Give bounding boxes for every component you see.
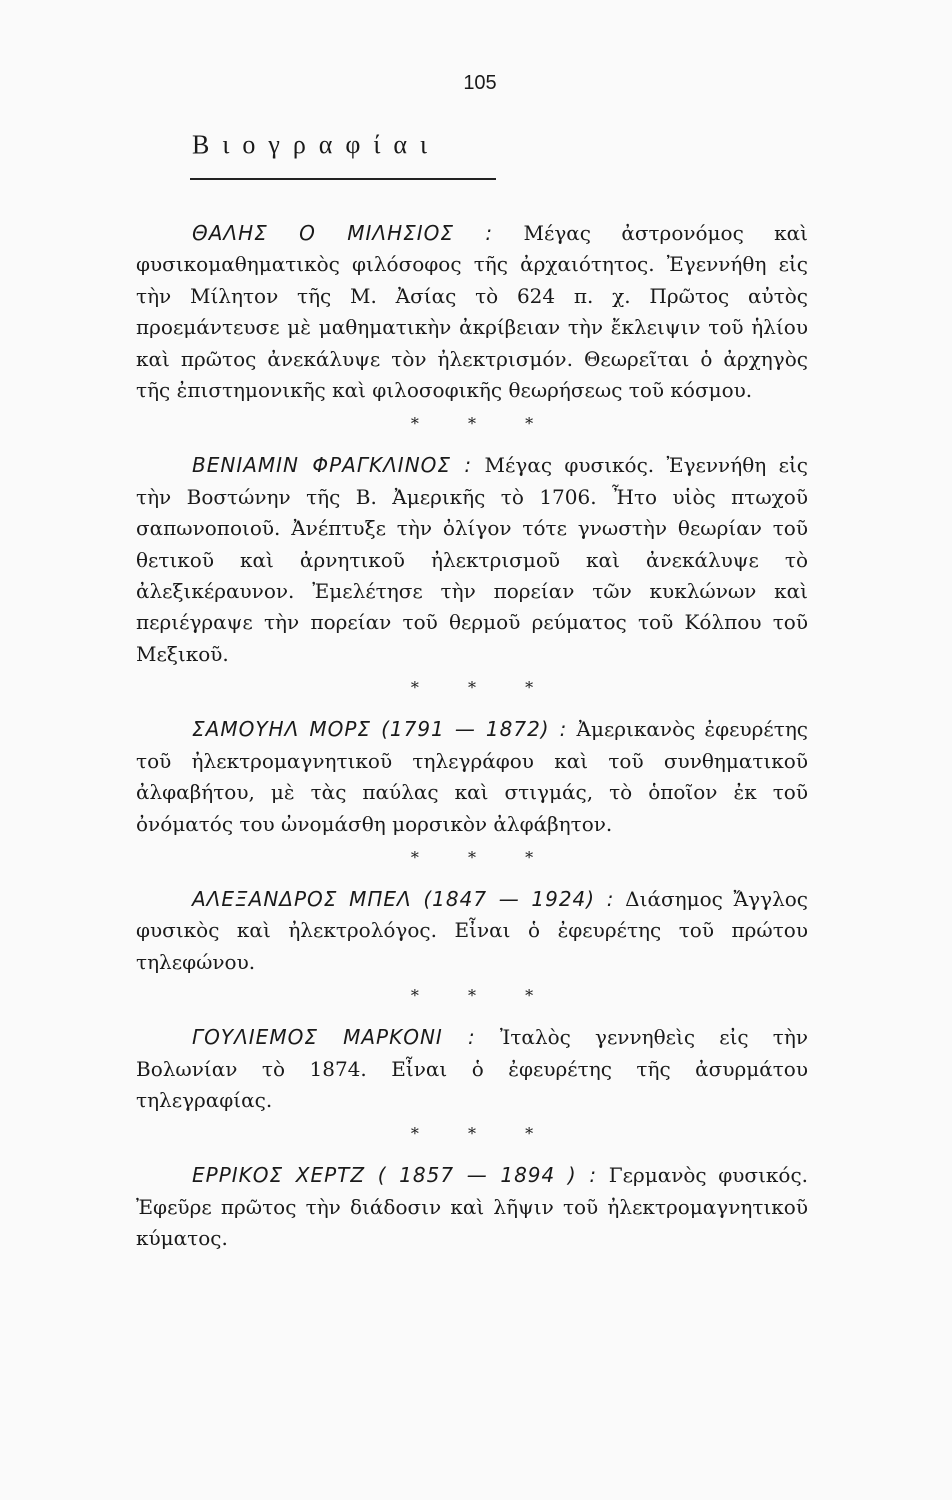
bio-name: ΓΟΥΛΙΕΜΟΣ ΜΑΡΚΟΝΙ : <box>192 1025 476 1050</box>
section-separator: * * * <box>410 986 556 1006</box>
biographies-body <box>136 218 808 1255</box>
bio-text: Διάσημος Ἄγγλος φυσικὸς καὶ ἠλεκτρολόγος. Εἶναι ὁ ἐφευρέτης τοῦ πρώτου τηλεφώνου. <box>136 886 808 974</box>
bio-thales <box>136 218 808 406</box>
bio-text: Μέγας φυσικός. Ἐγεννήθη εἰς τὴν Βοστώνην τῆς Β. Ἀμερικῆς τὸ 1706. Ἦτο υἱὸς πτωχοῦ σαπωνοποιοῦ. Ἀνέπτυξε τὴν ὀλίγον τότε γνωστὴν θεωρίαν τοῦ θετικοῦ καὶ ἀρνητικοῦ ἠλεκτρισμοῦ καὶ ἀνεκάλυψε τὸ ἀλεξικέραυνον. Ἐμελέτησε τὴν πορείαν τῶν κυκλώνων καὶ περιέγραψε τὴν πορείαν τοῦ θερμοῦ ρεύματος τοῦ Κόλπου τοῦ Μεξικοῦ. <box>136 453 808 666</box>
bio-hertz <box>136 1160 808 1254</box>
title-underline <box>190 178 496 180</box>
bio-name: ΑΛΕΞΑΝΔΡΟΣ ΜΠΕΛ (1847 — 1924) : <box>192 886 615 911</box>
bio-name: ΣΑΜΟΥΗΛ ΜΟΡΣ (1791 — 1872) : <box>192 717 568 742</box>
section-separator: * * * <box>410 847 556 867</box>
bio-name: ΘΑΛΗΣ Ο ΜΙΛΗΣΙΟΣ : <box>192 221 494 245</box>
bio-text: Γερμανὸς φυσικός. Ἐφεῦρε πρῶτος τὴν διάδοσιν καὶ λῆψιν τοῦ ἠλεκτρομαγνητικοῦ κύματος. <box>136 1163 809 1251</box>
page-number: 105 <box>463 72 497 94</box>
bio-franklin <box>136 450 808 670</box>
section-separator: * * * <box>410 1124 556 1144</box>
bio-morse <box>136 714 808 840</box>
bio-text: Μέγας ἀστρονόμος καὶ φυσικομαθηματικὸς φιλόσοφος τῆς ἀρχαιότητος. Ἐγεννήθη εἰς τὴν Μίλητον τῆς Μ. Ἀσίας τὸ 624 π. χ. Πρῶτος αὐτὸς προεμάντευσε μὲ μαθηματικὴν ἀκρίβειαν τὴν ἔκλειψιν τοῦ ἡλίου καὶ πρῶτος ἀνεκάλυψε τὸν ἠλεκτρισμόν. Θεωρεῖται ὁ ἀρχηγὸς τῆς ἐπιστημονικῆς καὶ φιλοσοφικῆς θεωρήσεως τοῦ κόσμου. <box>136 221 809 403</box>
section-separator: * * * <box>410 414 556 434</box>
section-separator: * * * <box>410 678 556 698</box>
bio-name: ΕΡΡΙΚΟΣ ΧΕΡΤΖ ( 1857 — 1894 ) : <box>192 1163 598 1188</box>
bio-bell <box>136 884 808 978</box>
bio-text: Ἀμερικανὸς ἐφευρέτης τοῦ ἠλεκτρομαγνητικοῦ τηλεγράφου καὶ τοῦ συνθηματικοῦ ἀλφαβήτου, μὲ τὰς παύλας καὶ στιγμάς, τὸ ὁποῖον ἐκ τοῦ ὀνόματός του ὠνομάσθη μορσικὸν ἀλφάβητον. <box>136 717 808 836</box>
bio-name: ΒΕΝΙΑΜΙΝ ΦΡΑΓΚΛΙΝΟΣ : <box>192 453 473 478</box>
bio-marconi <box>136 1022 808 1116</box>
bio-text: Ἰταλὸς γεννηθεὶς εἰς τὴν Βολωνίαν τὸ 1874. Εἶναι ὁ ἐφευρέτης τῆς ἀσυρμάτου τηλεγραφίας. <box>136 1025 808 1112</box>
section-title: Βιογραφίαι <box>192 130 441 159</box>
